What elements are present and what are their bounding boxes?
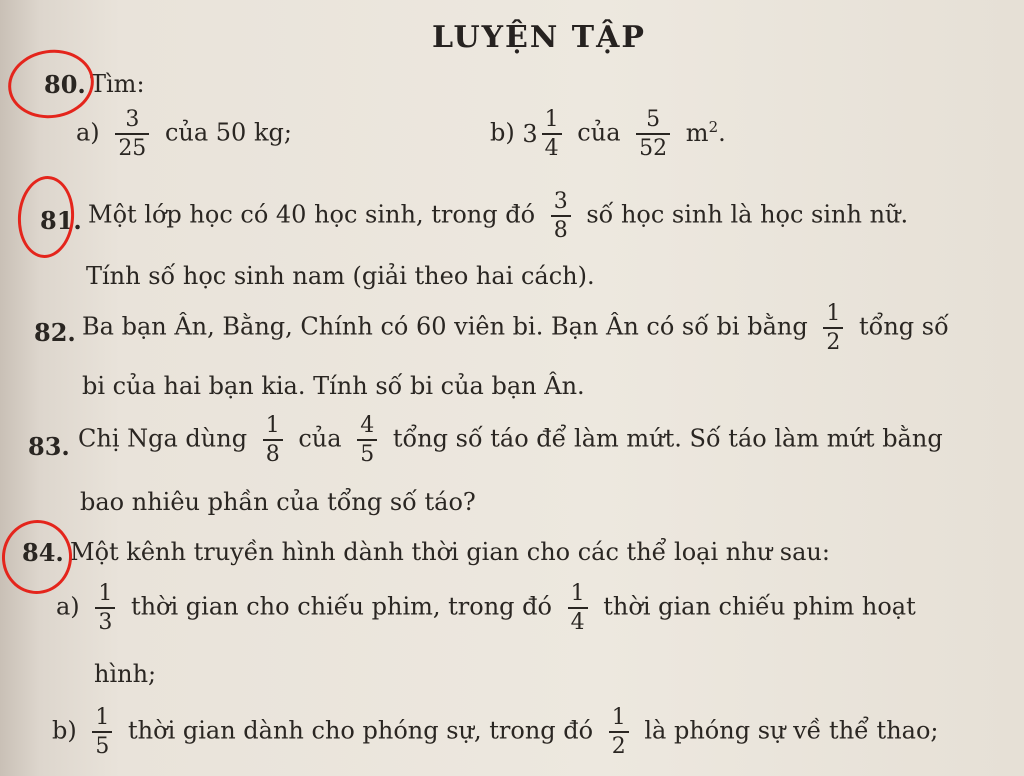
fraction-3-25: $\frac{3}{25}$ <box>115 108 149 160</box>
fraction-3-8: $\frac{3}{8}$ <box>551 190 571 242</box>
problem-80-text: Tìm: <box>90 70 145 98</box>
part-b-label: b) <box>490 118 515 147</box>
problem-81-line-2: Tính số học sinh nam (giải theo hai cách). <box>86 262 595 290</box>
fraction-1-5: $\frac{1}{5}$ <box>92 706 112 758</box>
fraction-5-52: $\frac{5}{52}$ <box>636 108 670 160</box>
fraction-1-2-b: $\frac{1}{2}$ <box>609 706 629 758</box>
problem-84-part-b: b) $\frac{1}{5}$ thời gian dành cho phóng sự, trong đó $\frac{1}{2}$ là phóng sự về thể thao; <box>52 705 939 760</box>
problem-82-line-2: bi của hai bạn kia. Tính số bi của bạn Ân. <box>82 372 585 400</box>
problem-82-number: 82. <box>34 318 76 347</box>
fraction-1-2: $\frac{1}{2}$ <box>823 302 843 354</box>
problem-83-line-1: Chị Nga dùng $\frac{1}{8}$ của $\frac{4}{5}$ tổng số táo để làm mứt. Số táo làm mứt bằng <box>78 413 943 468</box>
problem-81-line-1: Một lớp học có 40 học sinh, trong đó $\frac{3}{8}$ số học sinh là học sinh nữ. <box>88 189 909 244</box>
problem-83-number: 83. <box>28 432 70 461</box>
problem-84-part-a-line-1: a) $\frac{1}{3}$ thời gian cho chiếu phim, trong đó $\frac{1}{4}$ thời gian chiếu phim hoạt <box>56 581 916 636</box>
part-b-text: của <box>577 118 621 147</box>
fraction-4-5: $\frac{4}{5}$ <box>357 414 377 466</box>
problem-80-number: 80. <box>44 70 86 99</box>
problem-84-text: Một kênh truyền hình dành thời gian cho các thể loại như sau: <box>70 538 830 566</box>
fraction-1-3: $\frac{1}{3}$ <box>95 582 115 634</box>
problem-83-line-2: bao nhiêu phần của tổng số táo? <box>80 488 476 516</box>
unit-m2: $m^2$. <box>685 117 726 147</box>
mixed-number-3-1-4: 3 $\frac{1}{4}$ <box>522 108 569 160</box>
fraction-1-8: $\frac{1}{8}$ <box>263 414 283 466</box>
problem-84-part-a-line-2: hình; <box>94 660 157 688</box>
part-a-label: a) <box>76 118 100 147</box>
part-a-text: của 50 kg; <box>164 118 292 147</box>
fraction-1-4: $\frac{1}{4}$ <box>568 582 588 634</box>
problem-81-number: 81. <box>40 206 82 235</box>
problem-84-number: 84. <box>22 538 64 567</box>
problem-80-part-b <box>490 108 726 160</box>
problem-82-line-1: Ba bạn Ân, Bằng, Chính có 60 viên bi. Bạn Ân có số bi bằng $\frac{1}{2}$ tổng số <box>82 301 949 356</box>
red-circle-81 <box>15 174 77 260</box>
problem-80-part-a <box>76 108 292 160</box>
page-title: LUYỆN TẬP <box>432 20 646 55</box>
